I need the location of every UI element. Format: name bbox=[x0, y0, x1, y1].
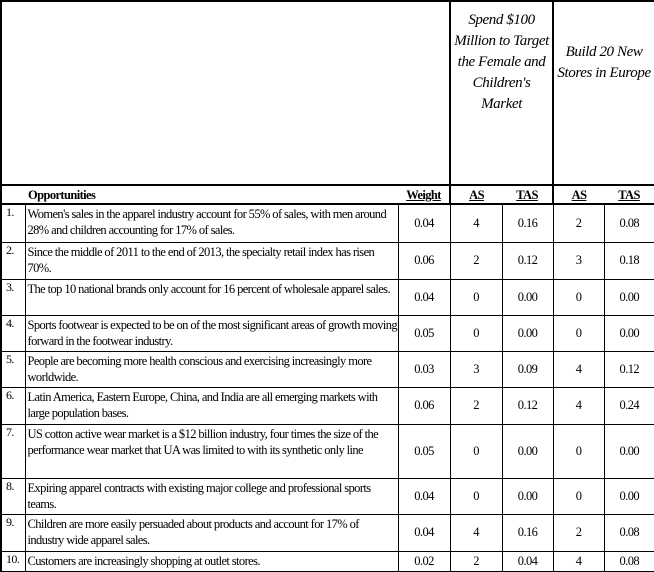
opportunity-text: The top 10 national brands only account for 16 percent of wholesale apparel sales. bbox=[25, 279, 398, 315]
tas2-cell: 0.08 bbox=[604, 551, 654, 571]
as2-cell: 4 bbox=[553, 387, 604, 424]
tas1-cell: 0.00 bbox=[502, 279, 553, 315]
tas1-cell: 0.12 bbox=[502, 387, 553, 424]
as1-cell: 4 bbox=[450, 204, 502, 242]
table-row bbox=[1, 551, 654, 571]
table-row bbox=[1, 478, 654, 514]
weight-cell: 0.04 bbox=[398, 204, 450, 242]
as1-header: AS bbox=[450, 185, 502, 204]
row-number: 9. bbox=[1, 514, 25, 551]
row-number: 7. bbox=[1, 424, 25, 478]
opportunities-header: Opportunities bbox=[1, 185, 398, 204]
tas1-cell: 0.00 bbox=[502, 315, 553, 351]
weight-cell: 0.06 bbox=[398, 242, 450, 279]
weight-cell: 0.06 bbox=[398, 387, 450, 424]
as1-cell: 0 bbox=[450, 478, 502, 514]
tas1-cell: 0.16 bbox=[502, 514, 553, 551]
opportunity-text: Expiring apparel contracts with existing major college and professional sports teams. bbox=[25, 478, 398, 514]
opportunity-text: Since the middle of 2011 to the end of 2013, the specialty retail index has risen 70%. bbox=[25, 242, 398, 279]
as2-cell: 3 bbox=[553, 242, 604, 279]
table-row bbox=[1, 315, 654, 351]
tas1-cell: 0.00 bbox=[502, 478, 553, 514]
tas2-cell: 0.18 bbox=[604, 242, 654, 279]
weight-cell: 0.05 bbox=[398, 424, 450, 478]
opportunity-text: Children are more easily persuaded about products and account for 17% of industry wide apparel sales. bbox=[25, 514, 398, 551]
table-row bbox=[1, 204, 654, 242]
as2-cell: 2 bbox=[553, 514, 604, 551]
table-row bbox=[1, 424, 654, 478]
row-number: 8. bbox=[1, 478, 25, 514]
as2-cell: 2 bbox=[553, 204, 604, 242]
strategy-2-label: Build 20 New Stores in Europe bbox=[553, 1, 654, 185]
weight-cell: 0.03 bbox=[398, 351, 450, 387]
opportunity-text: Latin America, Eastern Europe, China, and India are all emerging markets with large population bases. bbox=[25, 387, 398, 424]
tas2-cell: 0.00 bbox=[604, 424, 654, 478]
opportunity-text: Sports footwear is expected to be on of the most significant areas of growth moving forward in the footwear industry. bbox=[25, 315, 398, 351]
as2-cell: 0 bbox=[553, 315, 604, 351]
column-header-row bbox=[1, 185, 654, 204]
opportunity-text: Customers are increasingly shopping at outlet stores. bbox=[25, 551, 398, 571]
table-row bbox=[1, 351, 654, 387]
tas1-cell: 0.04 bbox=[502, 551, 553, 571]
weight-cell: 0.04 bbox=[398, 279, 450, 315]
row-number: 6. bbox=[1, 387, 25, 424]
table-row bbox=[1, 387, 654, 424]
weight-header: Weight bbox=[398, 185, 450, 204]
row-number: 5. bbox=[1, 351, 25, 387]
weight-cell: 0.04 bbox=[398, 514, 450, 551]
as2-header: AS bbox=[553, 185, 604, 204]
as1-cell: 0 bbox=[450, 279, 502, 315]
as2-cell: 4 bbox=[553, 351, 604, 387]
header-blank-cell bbox=[1, 1, 450, 185]
tas2-header: TAS bbox=[604, 185, 654, 204]
as1-cell: 3 bbox=[450, 351, 502, 387]
tas2-cell: 0.00 bbox=[604, 478, 654, 514]
row-number: 3. bbox=[1, 279, 25, 315]
tas1-header: TAS bbox=[502, 185, 553, 204]
weight-cell: 0.02 bbox=[398, 551, 450, 571]
tas2-cell: 0.00 bbox=[604, 315, 654, 351]
tas1-cell: 0.12 bbox=[502, 242, 553, 279]
opportunity-text: US cotton active wear market is a $12 billion industry, four times the size of the performance wear market that UA was limited to with its synthetic only line bbox=[25, 424, 398, 478]
as2-cell: 0 bbox=[553, 279, 604, 315]
as1-cell: 0 bbox=[450, 315, 502, 351]
row-number: 10. bbox=[1, 551, 25, 571]
row-number: 1. bbox=[1, 204, 25, 242]
as1-cell: 2 bbox=[450, 242, 502, 279]
strategy-header-row bbox=[1, 1, 654, 185]
as1-cell: 0 bbox=[450, 424, 502, 478]
as2-cell: 0 bbox=[553, 424, 604, 478]
opportunity-text: Women's sales in the apparel industry account for 55% of sales, with men around 28% and children accounting for 17% of sales. bbox=[25, 204, 398, 242]
tas2-cell: 0.24 bbox=[604, 387, 654, 424]
as2-cell: 4 bbox=[553, 551, 604, 571]
tas2-cell: 0.08 bbox=[604, 514, 654, 551]
as2-cell: 0 bbox=[553, 478, 604, 514]
tas2-cell: 0.08 bbox=[604, 204, 654, 242]
as1-cell: 2 bbox=[450, 387, 502, 424]
table-row bbox=[1, 242, 654, 279]
weight-cell: 0.04 bbox=[398, 478, 450, 514]
tas1-cell: 0.16 bbox=[502, 204, 553, 242]
as1-cell: 4 bbox=[450, 514, 502, 551]
weight-cell: 0.05 bbox=[398, 315, 450, 351]
row-number: 4. bbox=[1, 315, 25, 351]
tas1-cell: 0.00 bbox=[502, 424, 553, 478]
strategy-1-label: Spend $100 Million to Target the Female and Children's Market bbox=[450, 1, 553, 185]
row-number: 2. bbox=[1, 242, 25, 279]
tas2-cell: 0.12 bbox=[604, 351, 654, 387]
table-row bbox=[1, 279, 654, 315]
tas2-cell: 0.00 bbox=[604, 279, 654, 315]
as1-cell: 2 bbox=[450, 551, 502, 571]
opportunity-text: People are becoming more health conscious and exercising increasingly more worldwide. bbox=[25, 351, 398, 387]
tas1-cell: 0.09 bbox=[502, 351, 553, 387]
